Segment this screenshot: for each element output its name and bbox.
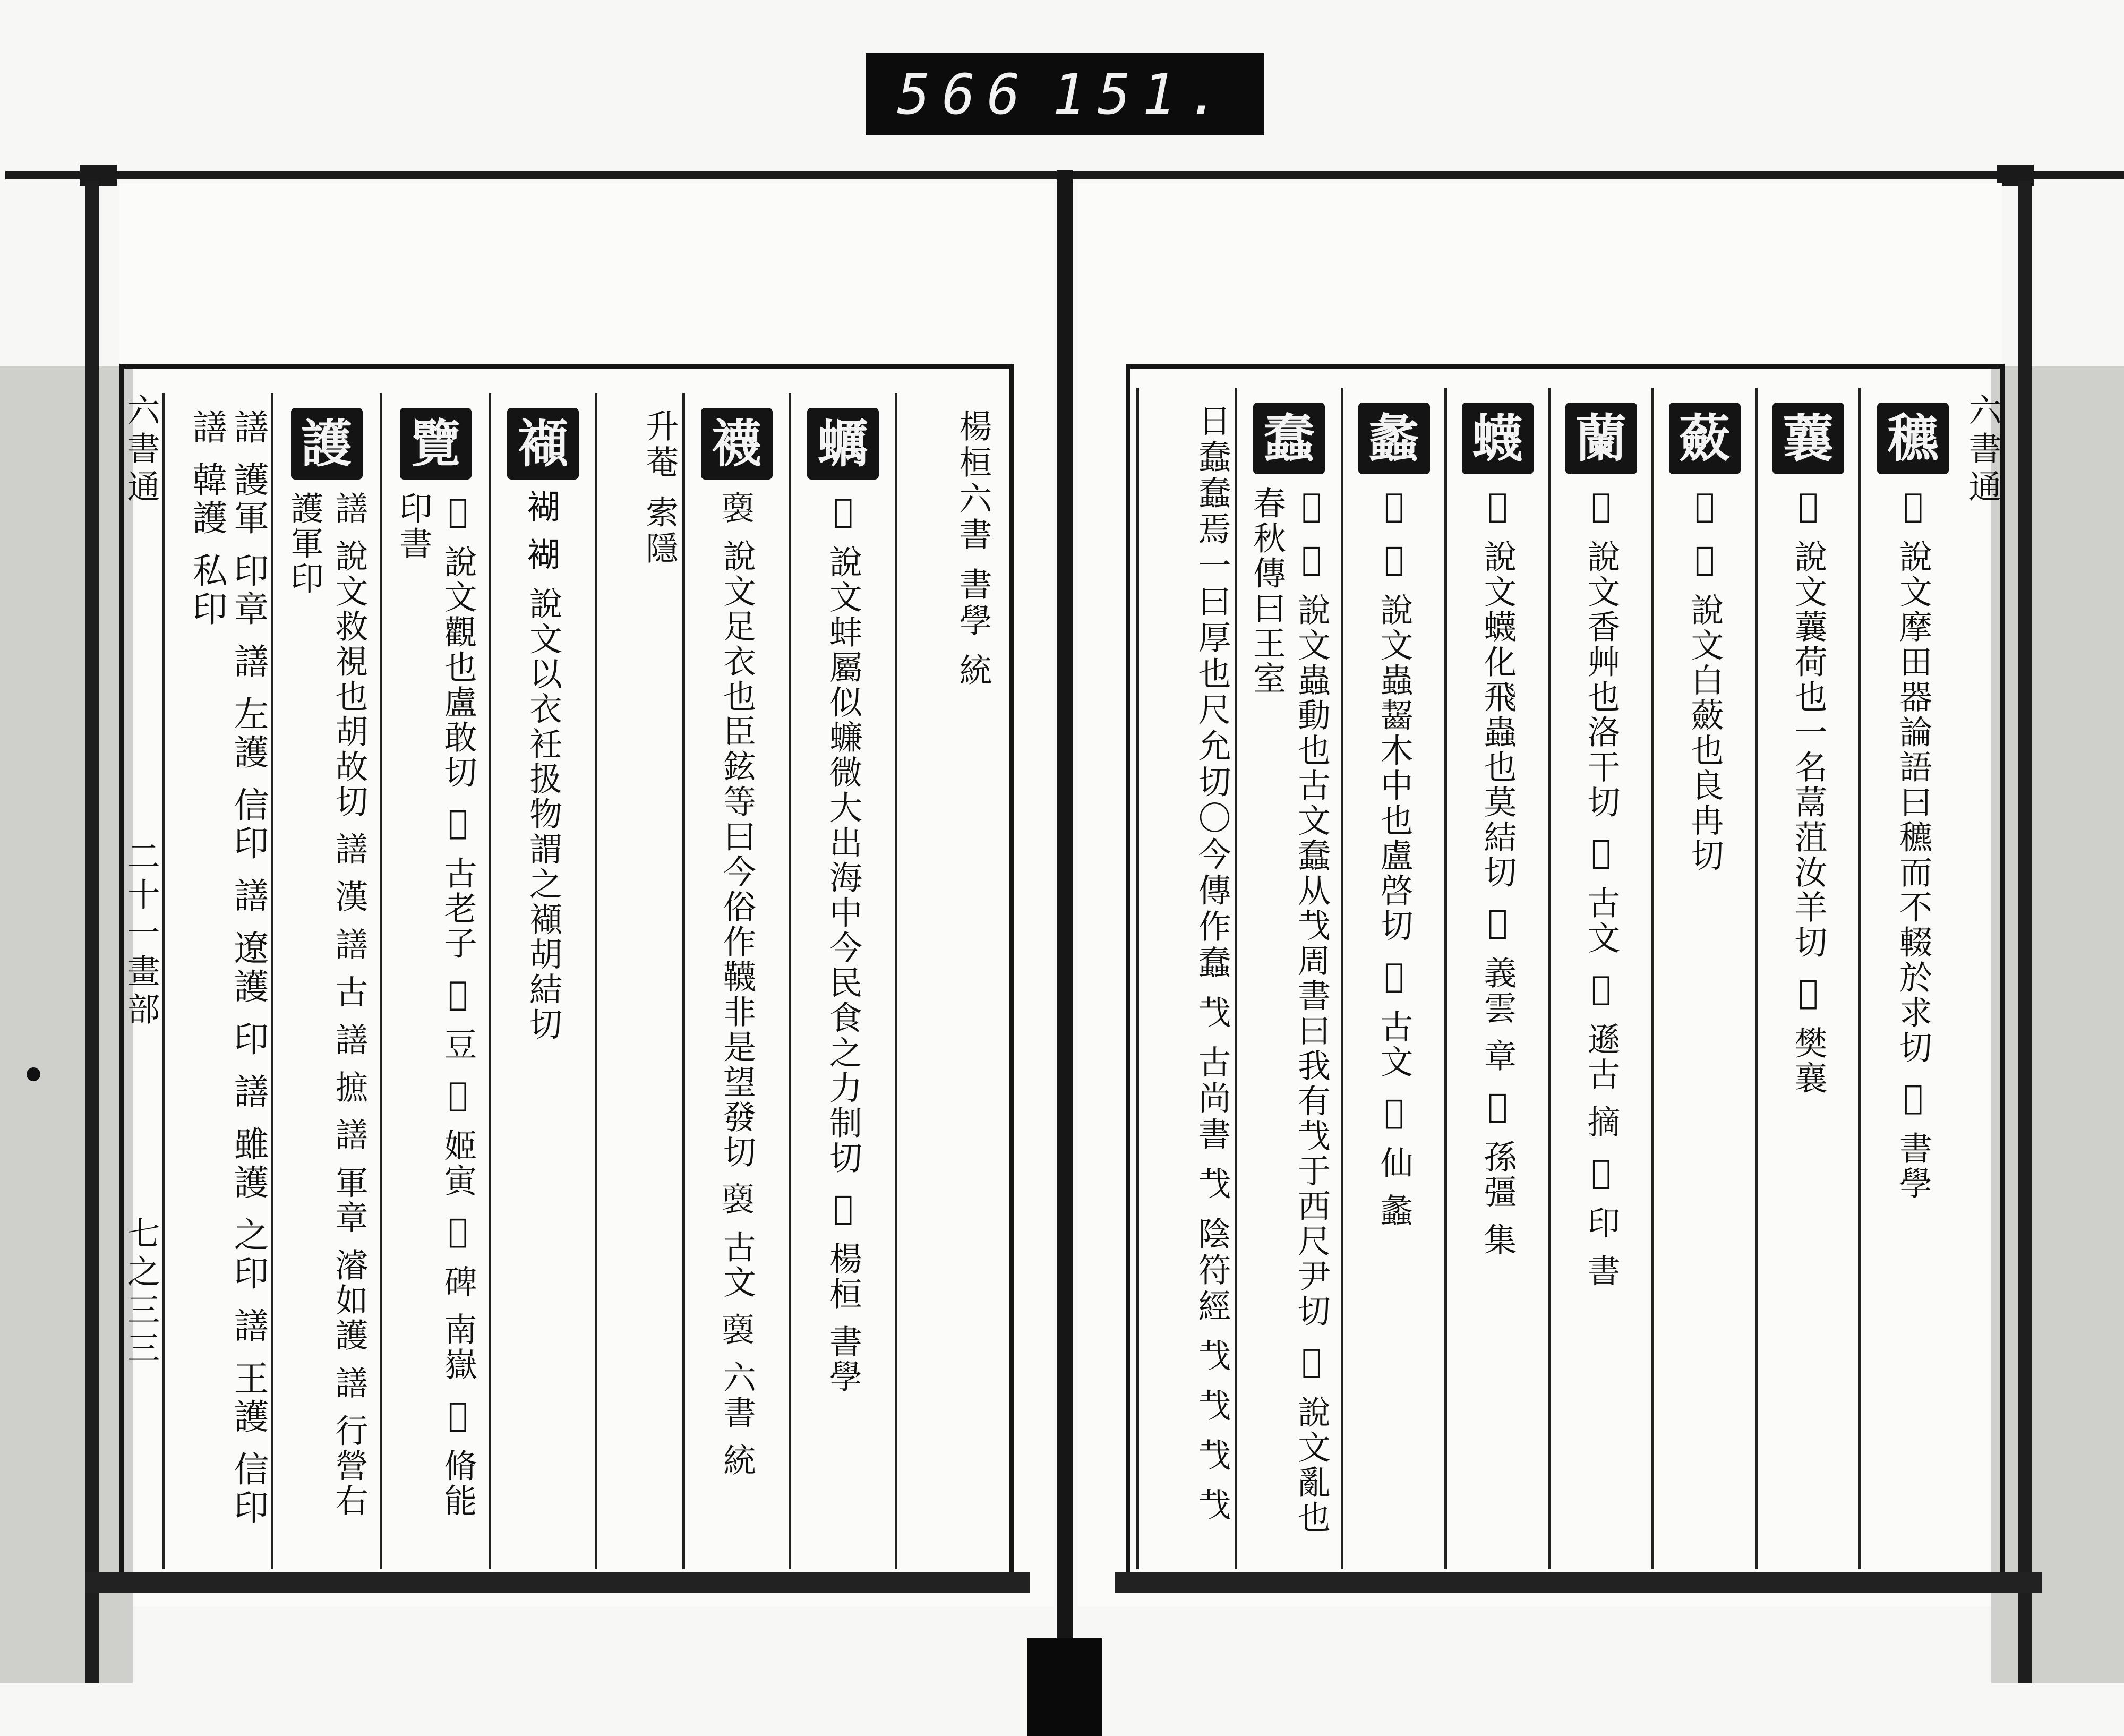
left-col-4: 升菴 索隱 (595, 393, 682, 1569)
headword-box: 蠡 (1358, 403, 1430, 474)
headword-box: 蘞 (1669, 403, 1741, 474)
entry-body: 𧓍 𧓍 說文蟲動也古文蠢从𢦏周書曰我有𢦏于西尺尹切 𧓍 說文亂也春秋傳曰王室 (1247, 486, 1331, 1535)
left-margin-section: 二十一畫部 (122, 839, 160, 1030)
entry-body: 𧛞 𧛞 說文以衣衽扱物謂之襭胡結切 (524, 491, 563, 1042)
right-col-5 (1444, 388, 1548, 1569)
right-col-2 (1755, 388, 1858, 1569)
right-outer-edge (1991, 366, 2124, 1683)
entry-body: 𧓍 說文蠛化飛蟲也莫結切 𧓍 義雲 章 𧓍 孫彊 集 (1478, 486, 1517, 1258)
entry-body: 𧬆 說文救視也胡故切 𧬆 漢 𧬆 古 𧬆 摭 𧬆 軍章 濬如護 𧬆 行營右 護軍印 (285, 491, 369, 1519)
headword-box: 襭 (507, 408, 579, 480)
left-bottom-band (85, 1572, 1030, 1593)
right-bottom-band (1115, 1572, 2042, 1593)
left-spine (85, 181, 99, 1683)
label-left-number: 566 (897, 62, 1032, 127)
headword-box: 覽 (400, 408, 472, 480)
headword-box: 護 (291, 408, 363, 480)
left-outer-edge (0, 366, 133, 1683)
right-margin-title: 六書通 (1963, 393, 2002, 508)
left-columns (159, 393, 996, 1569)
right-col-6 (1341, 388, 1444, 1569)
right-col-7 (1235, 388, 1341, 1569)
entry-body: 𥌬 說文觀也盧敢切 𥌬 古老子 𥌬 豆 𥌬 姬寅 𥌬 碑 南嶽 𥌬 脩能 印書 (394, 491, 477, 1519)
entry-body: 𧓍 𧓍 說文蟲齧木中也盧啓切 𧓍 古文 𧓍 仙 蠡 (1375, 486, 1414, 1228)
left-col-8: 𧬆 護軍 印章 𧬆 左護 信印 𧬆 遼護 印 𧬆 雖護 之印 𧬆 王護 信印 𧬆 韓護 私印 (162, 393, 271, 1569)
left-col-3 (682, 393, 789, 1569)
headword-box: 蠛 (1462, 403, 1534, 474)
right-col-8: 日蠢蠢焉一曰厚也尺允切〇今傳作蠢 𢦏 古尚書 𢦏 陰符經 𢦏 𢦏 𢦏 𢦏 (1136, 388, 1235, 1569)
entry-body: 𦼥 𦼥 說文白蘞也良冉切 (1685, 486, 1724, 874)
left-margin-title: 六書通 (122, 393, 160, 508)
left-col-6 (380, 393, 489, 1569)
headword-box: 蘭 (1565, 403, 1637, 474)
entry-body: 𧜟 說文足衣也臣鉉等曰今俗作韈非是望發切 𧜟 古文 𧜟 六書 統 (717, 491, 757, 1478)
entry-body: 𧓍 說文蚌屬似蠊微大出海中今民食之力制切 𧓍 楊桓 書學 (824, 491, 863, 1395)
right-col-4 (1548, 388, 1651, 1569)
entry-body: 𥢆 說文摩田器論語曰穮而不輟於求切 𥢆 書學 (1894, 486, 1933, 1202)
binding-clip (1027, 1638, 1102, 1736)
right-col-1 (1858, 388, 1965, 1569)
label-right-number: 151. (1052, 62, 1232, 127)
left-margin-page: 七之三三 (122, 1216, 160, 1369)
left-col-2 (789, 393, 895, 1569)
entry-body: 𦼥 說文香艸也洛干切 𦼥 古文 𦼥 遜古 摘 𦼥 印 書 (1582, 486, 1621, 1289)
left-col-1: 楊桓六書 書學 統 (895, 393, 996, 1569)
headword-box: 襪 (701, 408, 773, 480)
headword-box: 蠣 (807, 408, 879, 480)
right-col-3 (1651, 388, 1755, 1569)
left-col-7 (271, 393, 380, 1569)
right-columns (1136, 388, 1965, 1569)
headword-box: 蠢 (1253, 403, 1325, 474)
headword-box: 蘘 (1772, 403, 1844, 474)
headword-box: 穮 (1877, 403, 1949, 474)
archive-label (866, 53, 1264, 135)
entry-body: 𦼥 說文蘘荷也一名蒚菹汝羊切 𦼥 樊襄 (1789, 486, 1828, 1097)
ink-dot (27, 1067, 40, 1081)
book-gutter (1057, 170, 1073, 1652)
left-col-5 (489, 393, 595, 1569)
right-spine (2018, 181, 2032, 1683)
